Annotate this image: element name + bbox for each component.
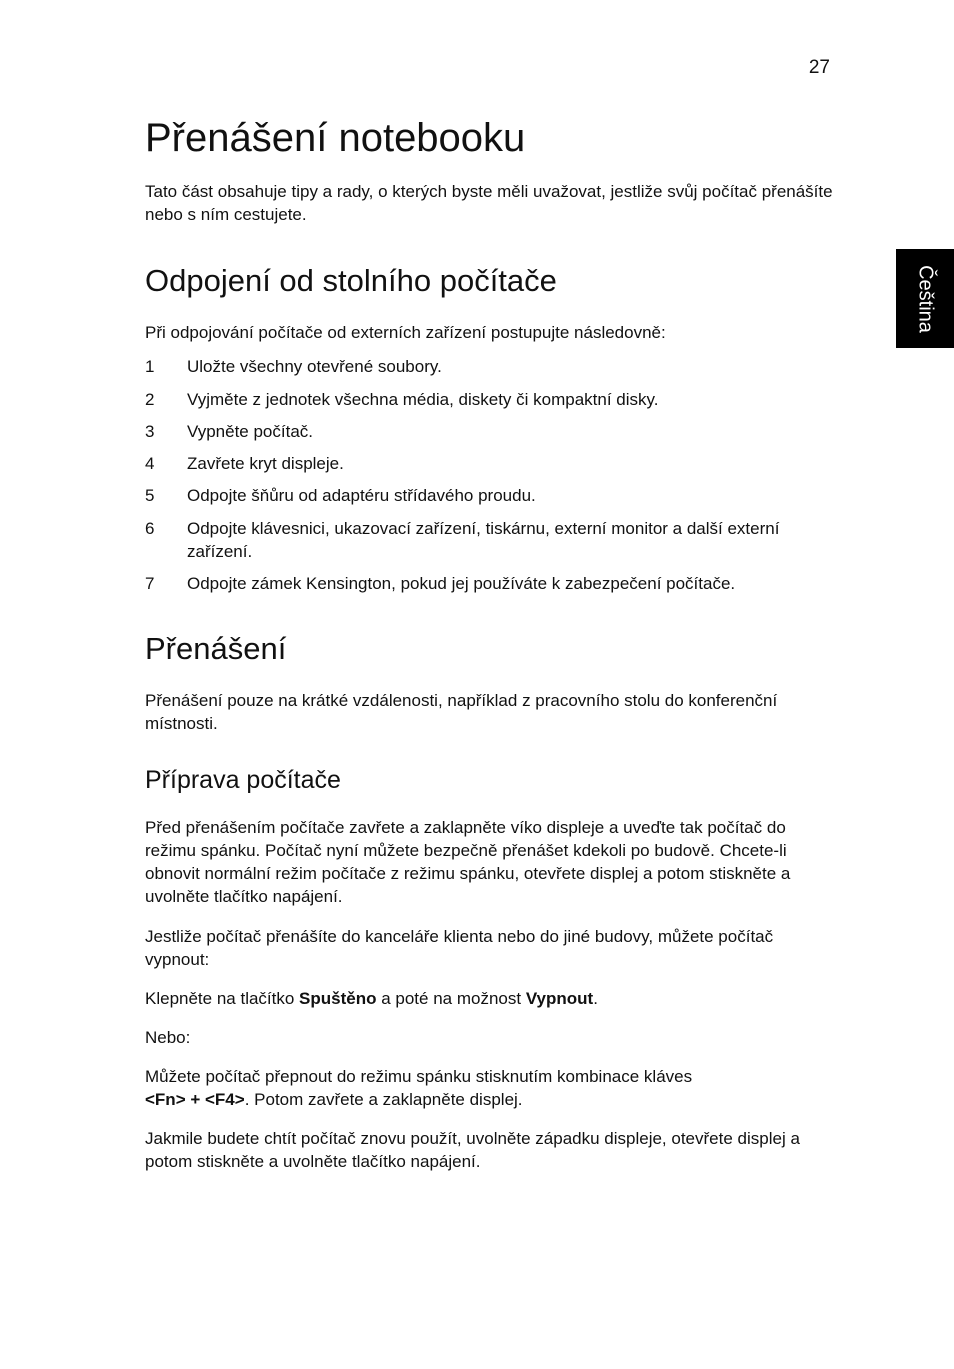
prepare-paragraph-2: Jestliže počítač přenášíte do kanceláře klienta nebo do jiné budovy, můžete počítač vypnout: [145, 927, 774, 969]
list-item-text: Vyjměte z jednotek všechna média, diskety či kompaktní disky. [187, 390, 659, 409]
language-tab [896, 249, 954, 348]
paragraph-text: . Potom zavřete a zaklapněte displej. [244, 1090, 523, 1109]
paragraph-text: . [593, 989, 598, 1008]
prepare-paragraph-4: Nebo: [145, 1028, 191, 1047]
list-item-number: 6 [145, 519, 155, 538]
list-item-number: 2 [145, 390, 155, 409]
subheading-prepare: Příprava počítače [145, 766, 341, 794]
list-item-text: Uložte všechny otevřené soubory. [187, 357, 442, 376]
shutdown-option-name: Vypnout [525, 989, 594, 1008]
list-item-number: 7 [145, 574, 155, 593]
list-item-text: Vypněte počítač. [187, 422, 314, 441]
paragraph-text: a poté na možnost [376, 989, 526, 1008]
key-combination: <Fn> + <F4> [145, 1090, 245, 1109]
moving-lead: Přenášení pouze na krátké vzdálenosti, například z pracovního stolu do konferenční místnosti. [145, 691, 778, 733]
language-tab-label: Čeština [914, 264, 937, 333]
disconnect-lead: Při odpojování počítače od externích zařízení postupujte následovně: [145, 323, 666, 342]
list-item-number: 5 [145, 486, 155, 505]
prepare-paragraph-1: Před přenášením počítače zavřete a zaklapněte víko displeje a uveďte tak počítač do režimu spánku. Počítač nyní můžete bezpečně přenášet kdekoli po budově. Chcete-li obnovit normální režim počítače z režimu spánku, otevřete displej a potom stiskněte a uvolněte tlačítko napájení. [145, 818, 791, 906]
prepare-paragraph-3 [145, 987, 835, 1010]
list-item-text: Odpojte klávesnici, ukazovací zařízení, tiskárnu, externí monitor a další externí zařízení. [187, 519, 780, 561]
list-item-number: 1 [145, 357, 155, 376]
paragraph-text: Klepněte na tlačítko [145, 989, 300, 1008]
list-item-text: Odpojte šňůru od adaptéru střídavého proudu. [187, 486, 536, 505]
start-button-name: Spuštěno [299, 989, 377, 1008]
page-title: Přenášení notebooku [145, 116, 526, 160]
prepare-paragraph-5 [145, 1065, 835, 1111]
section-heading-moving: Přenášení [145, 631, 287, 666]
list-item-number: 3 [145, 422, 155, 441]
list-item-text: Zavřete kryt displeje. [187, 454, 344, 473]
section-heading-disconnect: Odpojení od stolního počítače [145, 263, 557, 298]
list-item-number: 4 [145, 454, 155, 473]
list-item-text: Odpojte zámek Kensington, pokud jej používáte k zabezpečení počítače. [187, 574, 736, 593]
page-number: 27 [808, 57, 830, 78]
prepare-paragraph-6: Jakmile budete chtít počítač znovu použít, uvolněte západku displeje, otevřete displej a potom stiskněte a uvolněte tlačítko napájení. [145, 1129, 800, 1171]
intro-paragraph: Tato část obsahuje tipy a rady, o kterých byste měli uvažovat, jestliže svůj počítač přenášíte nebo s ním cestujete. [145, 182, 833, 224]
paragraph-text: Můžete počítač přepnout do režimu spánku stisknutím kombinace kláves [145, 1067, 693, 1086]
